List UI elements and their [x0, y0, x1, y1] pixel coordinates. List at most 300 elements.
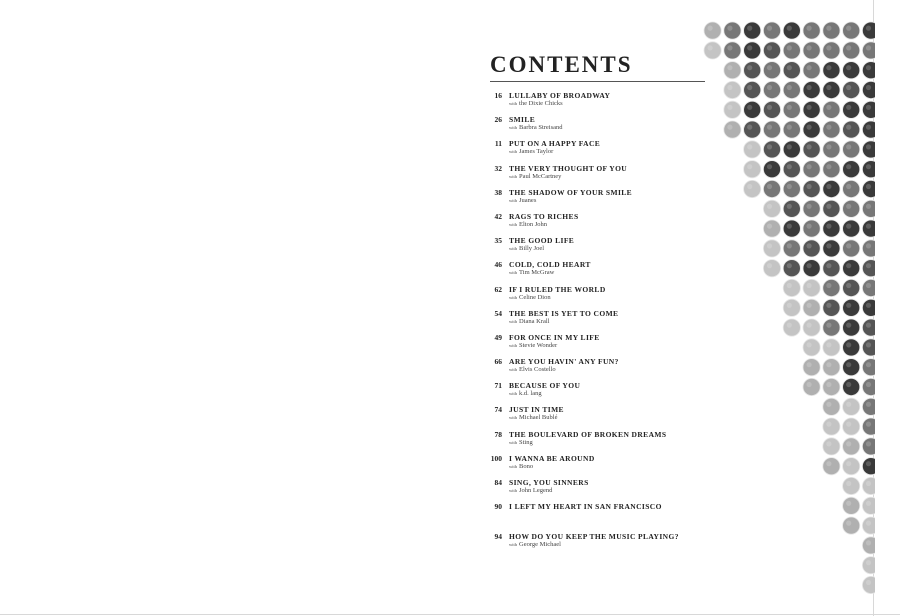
mosaic-disc — [724, 62, 741, 79]
mosaic-disc — [744, 42, 761, 59]
mosaic-disc — [823, 81, 840, 98]
with-label: with — [509, 439, 518, 445]
toc-artist — [509, 173, 561, 181]
mosaic-disc-highlight — [846, 45, 851, 50]
artist-name: Celine Dion — [519, 293, 551, 301]
with-label: with — [509, 173, 518, 179]
mosaic-disc-highlight — [807, 204, 812, 209]
mosaic-disc — [843, 339, 860, 356]
mosaic-disc — [803, 319, 820, 336]
artist-name: Sting — [519, 438, 533, 446]
toc-entry — [488, 139, 718, 163]
mosaic-disc-highlight — [787, 164, 792, 169]
mosaic-disc-highlight — [807, 184, 812, 189]
mosaic-disc-highlight — [826, 45, 831, 50]
mosaic-disc-highlight — [787, 323, 792, 328]
with-label: with — [509, 197, 518, 203]
mosaic-disc-highlight — [826, 204, 831, 209]
toc-song-title: THE GOOD LIFE — [509, 236, 575, 246]
mosaic-disc — [803, 200, 820, 217]
mosaic-disc-highlight — [747, 26, 752, 31]
mosaic-disc-highlight — [787, 263, 792, 268]
mosaic-disc-highlight — [807, 65, 812, 70]
mosaic-disc-highlight — [866, 362, 871, 367]
mosaic-disc-highlight — [826, 362, 831, 367]
mosaic-disc-highlight — [767, 26, 772, 31]
toc-entry — [488, 430, 718, 454]
mosaic-disc — [744, 161, 761, 178]
mosaic-disc — [843, 279, 860, 296]
mosaic-disc-highlight — [727, 85, 732, 90]
mosaic-disc-highlight — [807, 382, 812, 387]
mosaic-disc — [843, 42, 860, 59]
mosaic-disc — [783, 220, 800, 237]
mosaic-disc — [843, 200, 860, 217]
mosaic-disc — [803, 81, 820, 98]
toc-page-number: 71 — [494, 381, 502, 391]
with-label: with — [509, 463, 518, 469]
mosaic-disc-highlight — [787, 303, 792, 308]
mosaic-disc-highlight — [866, 461, 871, 466]
mosaic-disc-highlight — [807, 26, 812, 31]
mosaic-disc — [823, 200, 840, 217]
toc-page-number: 66 — [494, 357, 502, 367]
artist-name: Juanes — [519, 196, 537, 204]
mosaic-disc — [843, 121, 860, 138]
toc-entry — [488, 454, 718, 478]
mosaic-disc — [823, 62, 840, 79]
toc-song-title: I WANNA BE AROUND — [509, 453, 595, 463]
mosaic-disc-highlight — [866, 65, 871, 70]
mosaic-disc — [803, 121, 820, 138]
toc-page-number: 11 — [494, 139, 502, 149]
contents-title: CONTENTS — [490, 52, 633, 77]
mosaic-disc — [763, 22, 780, 39]
toc-entry — [488, 333, 718, 357]
mosaic-disc — [704, 22, 721, 39]
mosaic-disc — [803, 220, 820, 237]
with-label: with — [509, 318, 518, 324]
artist-name: Elton John — [519, 220, 548, 228]
mosaic-disc — [823, 220, 840, 237]
toc-page-number: 32 — [494, 163, 502, 173]
mosaic-disc-highlight — [866, 283, 871, 288]
toc-artist — [509, 245, 544, 253]
mosaic-disc — [843, 378, 860, 395]
mosaic-disc-highlight — [826, 125, 831, 130]
mosaic-disc-highlight — [826, 144, 831, 149]
mosaic-disc-highlight — [866, 481, 871, 486]
mosaic-disc — [823, 22, 840, 39]
mosaic-disc-highlight — [807, 362, 812, 367]
mosaic-disc — [744, 81, 761, 98]
mosaic-disc-highlight — [826, 422, 831, 427]
mosaic-disc-highlight — [767, 65, 772, 70]
mosaic-disc — [783, 240, 800, 257]
mosaic-disc-highlight — [846, 144, 851, 149]
toc-artist — [509, 487, 552, 495]
toc-entry — [488, 357, 718, 381]
mosaic-disc — [823, 378, 840, 395]
mosaic-disc — [823, 339, 840, 356]
mosaic-disc — [724, 101, 741, 118]
mosaic-disc-highlight — [767, 243, 772, 248]
toc-page-number: 16 — [494, 91, 502, 100]
artist-name: Michael Bublé — [519, 414, 558, 422]
mosaic-disc-highlight — [727, 45, 732, 50]
mosaic-disc-highlight — [846, 402, 851, 407]
toc-entry — [488, 260, 718, 284]
toc-artist — [509, 318, 550, 326]
toc-entry — [488, 478, 718, 502]
mosaic-disc — [763, 240, 780, 257]
mosaic-disc-highlight — [747, 184, 752, 189]
mosaic-disc — [724, 121, 741, 138]
mosaic-disc-highlight — [826, 402, 831, 407]
mosaic-disc-highlight — [866, 382, 871, 387]
mosaic-disc-highlight — [747, 105, 752, 110]
mosaic-disc-highlight — [826, 283, 831, 288]
mosaic-disc-highlight — [846, 441, 851, 446]
mosaic-disc-highlight — [866, 560, 871, 565]
toc-song-title: THE BOULEVARD OF BROKEN DREAMS — [509, 429, 667, 439]
mosaic-disc — [763, 141, 780, 158]
mosaic-disc-highlight — [807, 164, 812, 169]
mosaic-disc-highlight — [826, 65, 831, 70]
toc-page-number: 90 — [494, 502, 502, 512]
mosaic-disc — [843, 240, 860, 257]
mosaic-disc-highlight — [866, 105, 871, 110]
mosaic-disc — [803, 279, 820, 296]
mosaic-disc — [763, 81, 780, 98]
toc-entry — [488, 381, 718, 405]
with-label: with — [509, 125, 518, 131]
toc-page-number: 35 — [494, 236, 502, 246]
mosaic-disc-highlight — [846, 85, 851, 90]
mosaic-disc-highlight — [866, 441, 871, 446]
with-label: with — [509, 415, 518, 421]
toc-song-title: I LEFT MY HEART IN SAN FRANCISCO — [509, 502, 662, 512]
mosaic-disc — [823, 240, 840, 257]
mosaic-disc — [843, 497, 860, 514]
mosaic-disc — [744, 22, 761, 39]
mosaic-disc-highlight — [846, 461, 851, 466]
mosaic-disc-highlight — [866, 263, 871, 268]
mosaic-disc-highlight — [747, 65, 752, 70]
toc-song-title: THE SHADOW OF YOUR SMILE — [509, 187, 633, 197]
mosaic-disc — [823, 299, 840, 316]
mosaic-disc-highlight — [767, 204, 772, 209]
mosaic-disc-highlight — [866, 125, 871, 130]
with-label: with — [509, 246, 518, 252]
mosaic-disc — [843, 299, 860, 316]
mosaic-disc-highlight — [866, 144, 871, 149]
mosaic-disc-highlight — [826, 263, 831, 268]
artist-name: Billy Joel — [519, 245, 545, 253]
mosaic-disc-highlight — [866, 164, 871, 169]
mosaic-disc — [823, 42, 840, 59]
toc-page-number: 100 — [490, 453, 502, 463]
mosaic-disc-highlight — [787, 283, 792, 288]
mosaic-disc-highlight — [826, 382, 831, 387]
toc-page-number: 38 — [494, 187, 502, 197]
mosaic-disc — [803, 240, 820, 257]
mosaic-disc — [843, 438, 860, 455]
with-label: with — [509, 221, 518, 227]
mosaic-disc — [843, 517, 860, 534]
toc-artist — [509, 294, 551, 302]
mosaic-disc-highlight — [807, 105, 812, 110]
mosaic-disc-highlight — [866, 323, 871, 328]
mosaic-disc-highlight — [826, 26, 831, 31]
toc-artist — [509, 269, 554, 277]
mosaic-disc — [783, 121, 800, 138]
with-label: with — [509, 391, 518, 397]
mosaic-disc — [823, 319, 840, 336]
mosaic-disc-highlight — [846, 422, 851, 427]
toc-page-number: 26 — [494, 115, 502, 125]
toc-page-number: 54 — [494, 308, 502, 318]
mosaic-disc-highlight — [767, 263, 772, 268]
mosaic-disc-highlight — [807, 303, 812, 308]
toc-page-number: 46 — [494, 260, 502, 270]
toc-entry — [488, 115, 718, 139]
toc-page-number: 84 — [494, 478, 502, 487]
mosaic-disc-highlight — [787, 65, 792, 70]
mosaic-disc — [744, 101, 761, 118]
with-label: with — [509, 101, 518, 106]
mosaic-disc — [763, 62, 780, 79]
toc-entry — [488, 405, 718, 429]
mosaic-disc — [783, 22, 800, 39]
mosaic-disc — [763, 200, 780, 217]
mosaic-disc — [843, 359, 860, 376]
mosaic-disc-highlight — [787, 85, 792, 90]
toc-entry — [488, 309, 718, 333]
toc-artist — [509, 463, 533, 471]
artist-name: k.d. lang — [519, 390, 542, 398]
mosaic-disc-highlight — [846, 65, 851, 70]
toc-artist — [509, 414, 557, 422]
mosaic-disc — [803, 339, 820, 356]
mosaic-disc — [763, 121, 780, 138]
mosaic-disc-highlight — [727, 26, 732, 31]
toc-song-title: THE VERY THOUGHT OF YOU — [509, 163, 628, 173]
toc-song-title: HOW DO YOU KEEP THE MUSIC PLAYING? — [509, 532, 679, 542]
mosaic-disc — [843, 260, 860, 277]
mosaic-disc — [763, 161, 780, 178]
mosaic-disc-highlight — [747, 85, 752, 90]
mosaic-disc-highlight — [846, 362, 851, 367]
mosaic-disc-highlight — [866, 402, 871, 407]
mosaic-disc — [803, 299, 820, 316]
artist-name: James Taylor — [519, 148, 554, 156]
toc-song-title: PUT ON A HAPPY FACE — [509, 139, 601, 149]
mosaic-disc-highlight — [846, 26, 851, 31]
toc-entry — [488, 502, 718, 526]
toc-page-number: 49 — [494, 332, 502, 342]
mosaic-disc — [823, 101, 840, 118]
mosaic-disc-highlight — [866, 422, 871, 427]
mosaic-disc-highlight — [866, 303, 871, 308]
mosaic-disc — [783, 62, 800, 79]
mosaic-disc-highlight — [826, 441, 831, 446]
mosaic-disc-highlight — [708, 26, 713, 31]
artist-name: Barbra Streisand — [519, 124, 563, 132]
mosaic-disc-highlight — [767, 224, 772, 229]
mosaic-disc-highlight — [826, 342, 831, 347]
toc-page-number: 74 — [494, 405, 502, 415]
mosaic-disc — [744, 180, 761, 197]
mosaic-disc-highlight — [708, 45, 713, 50]
toc-page-number: 94 — [494, 532, 502, 542]
mosaic-disc-highlight — [747, 45, 752, 50]
mosaic-disc — [803, 141, 820, 158]
toc-entry — [488, 212, 718, 236]
mosaic-disc — [783, 180, 800, 197]
mosaic-disc-highlight — [807, 144, 812, 149]
with-label: with — [509, 149, 518, 155]
mosaic-disc-highlight — [826, 224, 831, 229]
toc-entry — [488, 188, 718, 212]
mosaic-disc-highlight — [846, 481, 851, 486]
title-rule — [490, 81, 705, 82]
mosaic-disc — [823, 180, 840, 197]
mosaic-disc — [803, 161, 820, 178]
mosaic-disc-highlight — [787, 26, 792, 31]
mosaic-disc — [783, 81, 800, 98]
mosaic-disc-highlight — [826, 85, 831, 90]
mosaic-disc — [843, 220, 860, 237]
mosaic-disc-highlight — [727, 125, 732, 130]
mosaic-disc-highlight — [807, 85, 812, 90]
mosaic-disc — [783, 299, 800, 316]
mosaic-disc-highlight — [767, 144, 772, 149]
mosaic-disc — [783, 141, 800, 158]
mosaic-disc-highlight — [826, 461, 831, 466]
mosaic-disc-highlight — [846, 105, 851, 110]
artist-name: Stevie Wonder — [519, 341, 558, 349]
mosaic-disc — [724, 42, 741, 59]
mosaic-disc — [783, 42, 800, 59]
toc-artist — [509, 148, 553, 156]
artist-name: Diana Krall — [519, 317, 550, 325]
toc-artist — [509, 124, 563, 132]
artist-name: John Legend — [519, 487, 553, 494]
toc-artist — [509, 197, 536, 205]
mosaic-disc-highlight — [807, 283, 812, 288]
mosaic-disc — [803, 378, 820, 395]
mosaic-disc — [843, 458, 860, 475]
mosaic-disc-highlight — [787, 125, 792, 130]
mosaic-disc — [843, 81, 860, 98]
mosaic-disc-highlight — [846, 184, 851, 189]
mosaic-disc-highlight — [826, 184, 831, 189]
mosaic-disc-highlight — [807, 243, 812, 248]
mosaic-disc-highlight — [767, 164, 772, 169]
mosaic-disc — [744, 62, 761, 79]
mosaic-disc-highlight — [866, 501, 871, 506]
mosaic-disc-highlight — [846, 263, 851, 268]
toc-entry — [488, 164, 718, 188]
mosaic-disc — [763, 101, 780, 118]
mosaic-disc — [783, 319, 800, 336]
mosaic-disc-highlight — [767, 85, 772, 90]
mosaic-disc-highlight — [767, 125, 772, 130]
toc-entry — [488, 532, 718, 556]
mosaic-disc — [724, 81, 741, 98]
mosaic-disc-highlight — [727, 105, 732, 110]
mosaic-disc — [803, 260, 820, 277]
mosaic-disc-highlight — [767, 45, 772, 50]
with-label: with — [509, 342, 518, 348]
mosaic-disc-highlight — [826, 105, 831, 110]
toc-page-number: 62 — [494, 284, 502, 294]
mosaic-disc-highlight — [866, 224, 871, 229]
mosaic-disc-highlight — [846, 125, 851, 130]
artist-name: Elvis Costello — [519, 366, 556, 374]
mosaic-disc-highlight — [787, 105, 792, 110]
mosaic-disc-highlight — [826, 243, 831, 248]
mosaic-disc-highlight — [866, 26, 871, 31]
mosaic-disc — [823, 279, 840, 296]
toc-entry — [488, 91, 718, 115]
mosaic-disc — [843, 141, 860, 158]
toc-song-title: IF I RULED THE WORLD — [509, 284, 606, 294]
toc-song-title: SING, YOU SINNERS — [509, 478, 589, 487]
mosaic-disc — [803, 101, 820, 118]
mosaic-disc — [783, 260, 800, 277]
mosaic-disc — [843, 418, 860, 435]
mosaic-disc-highlight — [747, 125, 752, 130]
mosaic-disc — [843, 398, 860, 415]
mosaic-disc — [763, 220, 780, 237]
toc-page-number: 78 — [494, 429, 502, 439]
mosaic-disc-highlight — [807, 263, 812, 268]
mosaic-disc-highlight — [727, 65, 732, 70]
mosaic-disc-highlight — [787, 204, 792, 209]
toc-song-title: FOR ONCE IN MY LIFE — [509, 332, 600, 342]
mosaic-disc-highlight — [866, 85, 871, 90]
mosaic-disc — [783, 161, 800, 178]
with-label: with — [509, 367, 518, 373]
mosaic-disc — [823, 161, 840, 178]
mosaic-disc-highlight — [787, 144, 792, 149]
toc-artist — [509, 439, 533, 447]
mosaic-disc-highlight — [767, 184, 772, 189]
toc-song-title: RAGS TO RICHES — [509, 211, 579, 221]
toc-artist — [509, 366, 556, 374]
mosaic-disc-highlight — [846, 501, 851, 506]
mosaic-disc-highlight — [787, 184, 792, 189]
toc-song-title: BECAUSE OF YOU — [509, 381, 581, 391]
mosaic-disc-highlight — [747, 164, 752, 169]
mosaic-disc-highlight — [807, 125, 812, 130]
mosaic-disc — [763, 42, 780, 59]
mosaic-disc-highlight — [807, 342, 812, 347]
mosaic-disc — [843, 319, 860, 336]
mosaic-disc-highlight — [826, 323, 831, 328]
mosaic-disc-highlight — [866, 204, 871, 209]
mosaic-disc — [783, 200, 800, 217]
mosaic-disc — [823, 359, 840, 376]
toc-artist — [509, 221, 547, 229]
mosaic-disc — [803, 180, 820, 197]
mosaic-disc-highlight — [807, 323, 812, 328]
with-label: with — [509, 542, 518, 548]
mosaic-disc-highlight — [846, 243, 851, 248]
mosaic-disc-highlight — [846, 521, 851, 526]
